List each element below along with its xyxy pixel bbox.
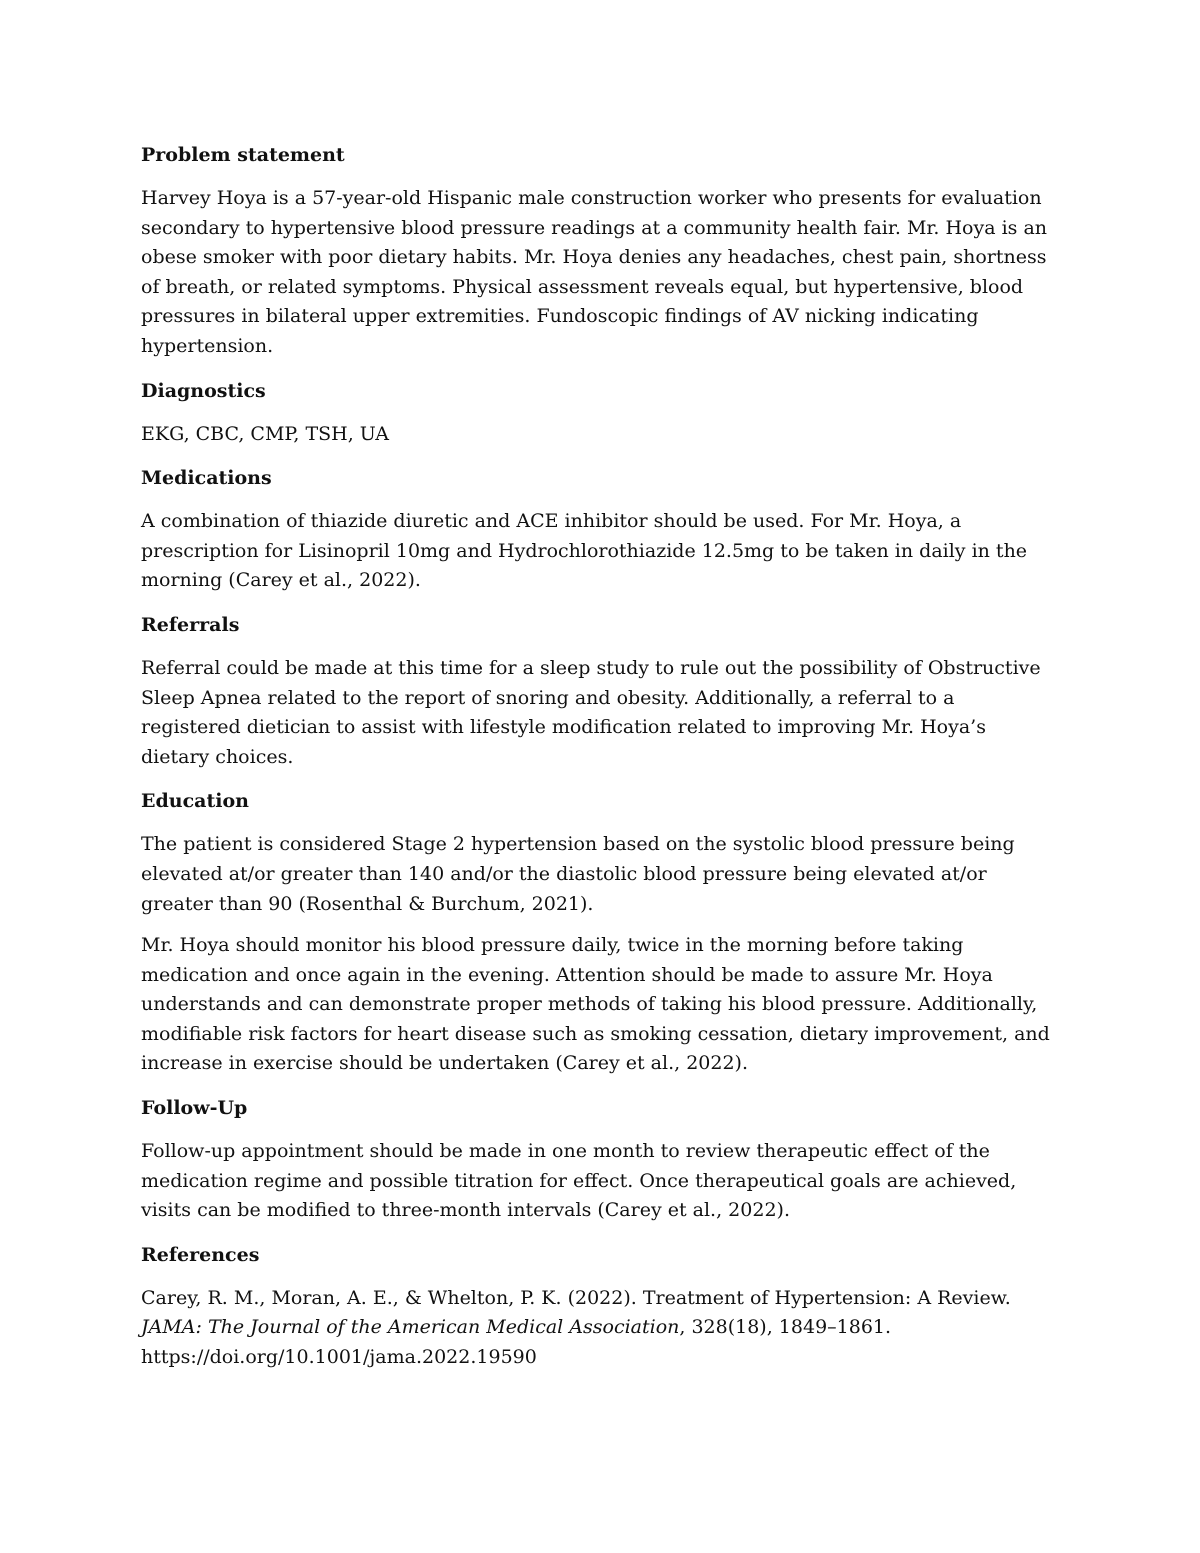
reference-authors: Carey, R. M., Moran, A. E., & Whelton, P. K. (2022). Treatment of Hypertension: A Review.	[141, 1286, 1011, 1309]
education-text-1: The patient is considered Stage 2 hypertension based on the systolic blood pressure being elevated at/or greater than 140 and/or the diastolic blood pressure being elevated at/or greater than 90 (Rosenthal & Burchum, 2021).	[141, 833, 1015, 915]
references-heading: References	[141, 1243, 260, 1266]
education-text-2: Mr. Hoya should monitor his blood pressure daily, twice in the morning before taking medication and once again in the evening. Attention should be made to assure Mr. Hoya understands and can demonstrate proper methods of taking his blood pressure. Additionally, modifiable risk factors for heart disease such as smoking cessation, dietary improvement, and increase in exercise should be undertaken (Carey et al., 2022).	[141, 934, 1050, 1075]
reference-details: , 328(18), 1849–1861.	[679, 1316, 892, 1339]
document-page	[141, 140, 1056, 1373]
follow-up-heading: Follow-Up	[141, 1097, 248, 1120]
referrals-heading: Referrals	[141, 613, 240, 636]
reference-journal: JAMA: The Journal of the American Medical Association	[141, 1316, 680, 1339]
medications-text: A combination of thiazide diuretic and ACE inhibitor should be used. For Mr. Hoya, a prescription for Lisinopril 10mg and Hydrochlorothiazide 12.5mg to be taken in daily in the morning (Carey et al., 2022).	[141, 510, 1028, 592]
medications-heading: Medications	[141, 467, 272, 490]
problem-statement-text: Harvey Hoya is a 57-year-old Hispanic male construction worker who presents for evaluation secondary to hypertensive blood pressure readings at a community health fair. Mr. Hoya is an obese smoker with poor dietary habits. Mr. Hoya denies any headaches, chest pain, shortness of breath, or related symptoms. Physical assessment reveals equal, but hypertensive, blood pressures in bilateral upper extremities. Fundoscopic findings of AV nicking indicating hypertension.	[141, 187, 1048, 357]
education-heading: Education	[141, 790, 249, 813]
reference-entry	[141, 1284, 1056, 1373]
follow-up-text: Follow-up appointment should be made in one month to review therapeutic effect of the medication regime and possible titration for effect. Once therapeutical goals are achieved, visits can be modified to three-month intervals (Carey et al., 2022).	[141, 1140, 1017, 1222]
diagnostics-heading: Diagnostics	[141, 379, 266, 402]
diagnostics-text: EKG, CBC, CMP, TSH, UA	[141, 422, 389, 445]
referrals-text: Referral could be made at this time for a sleep study to rule out the possibility of Obstructive Sleep Apnea related to the report of snoring and obesity. Additionally, a referral to a registered dietician to assist with lifestyle modification related to improving Mr. Hoya’s dietary choices.	[141, 656, 1041, 768]
problem-statement-heading: Problem statement	[141, 144, 345, 166]
reference-doi-link[interactable]: https://doi.org/10.1001/jama.2022.19590	[141, 1346, 537, 1369]
